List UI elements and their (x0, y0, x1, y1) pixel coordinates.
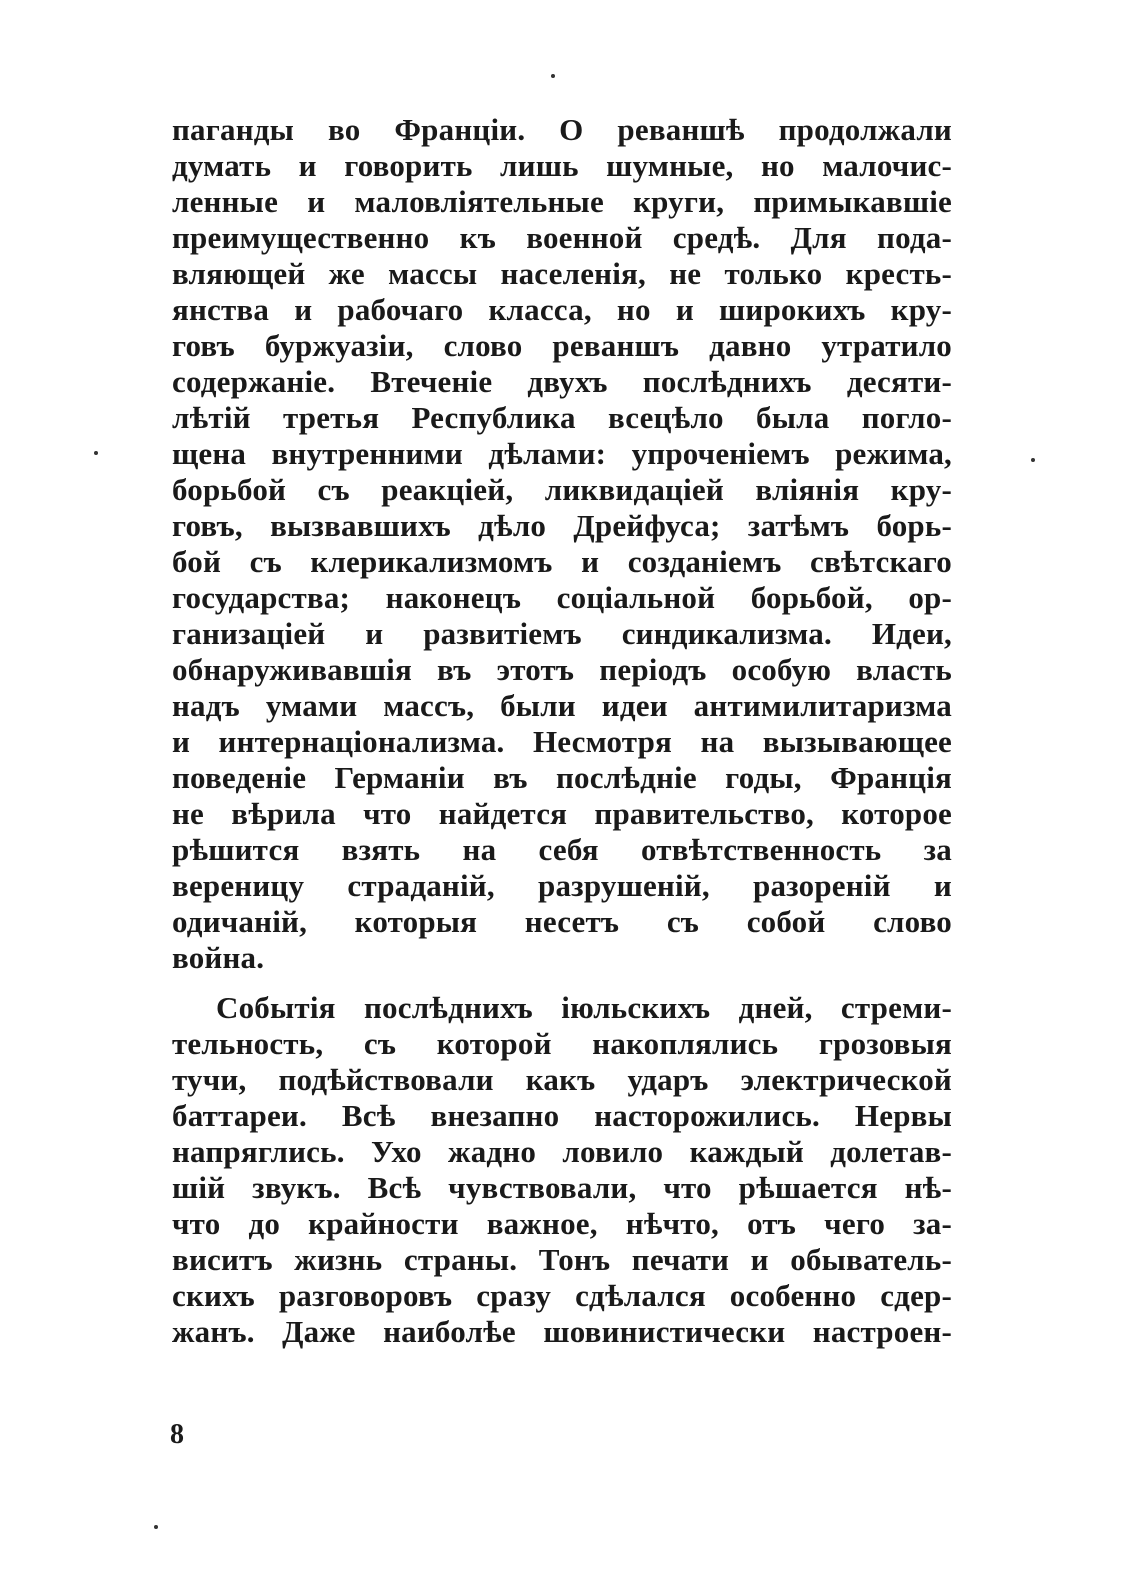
text-line: рѣшится взять на себя отвѣтственность за (172, 832, 952, 867)
text-line: ленные и маловліятельные круги, примыкавшіе (172, 184, 952, 219)
text-line: ганизаціей и развитіемъ синдикализма. Идеи, (172, 616, 952, 651)
page-number: 8 (170, 1419, 184, 1450)
text-line: виситъ жизнь страны. Тонъ печати и обыватель- (172, 1242, 952, 1277)
text-line: государства; наконецъ соціальной борьбой, ор- (172, 580, 952, 615)
text-line: обнаруживавшія въ этотъ періодъ особую власть (172, 652, 952, 687)
text-line: шій звукъ. Всѣ чувствовали, что рѣшается нѣ- (172, 1170, 952, 1205)
text-line: думать и говорить лишь шумные, но малочис- (172, 148, 952, 183)
body-text (172, 112, 952, 1350)
text-line: напряглись. Ухо жадно ловило каждый долетав- (172, 1134, 952, 1169)
text-line: что до крайности важное, нѣчто, отъ чего за- (172, 1206, 952, 1241)
text-line: тучи, подѣйствовали какъ ударъ электрической (172, 1062, 952, 1097)
print-speck (1031, 458, 1035, 462)
text-line: лѣтій третья Республика всецѣло была погло- (172, 400, 952, 435)
text-line: говъ буржуазіи, слово реваншъ давно утратило (172, 328, 952, 363)
text-line: содержаніе. Втеченіе двухъ послѣднихъ десяти- (172, 364, 952, 399)
text-line: щена внутренними дѣлами: упроченіемъ режима, (172, 436, 952, 471)
text-line: жанъ. Даже наиболѣе шовинистически настроен- (172, 1314, 952, 1349)
text-line: бой съ клерикализмомъ и созданіемъ свѣтскаго (172, 544, 952, 579)
text-line: не вѣрила что найдется правительство, которое (172, 796, 952, 831)
text-line: одичаній, которыя несетъ съ собой слово (172, 904, 952, 939)
paragraph-gap (172, 976, 952, 990)
print-speck (551, 74, 555, 78)
text-line: вляющей же массы населенія, не только кресть- (172, 256, 952, 291)
text-line: паганды во Франціи. О реваншѣ продолжали (172, 112, 952, 147)
text-line: преимущественно къ военной средѣ. Для пода- (172, 220, 952, 255)
text-line: и интернаціонализма. Несмотря на вызывающее (172, 724, 952, 759)
print-speck (94, 451, 98, 455)
text-line: баттареи. Всѣ внезапно насторожились. Нервы (172, 1098, 952, 1133)
text-line: тельность, съ которой накоплялись грозовыя (172, 1026, 952, 1061)
text-line: борьбой съ реакціей, ликвидаціей вліянія кру- (172, 472, 952, 507)
text-line: поведеніе Германіи въ послѣдніе годы, Франція (172, 760, 952, 795)
text-line: янства и рабочаго класса, но и широкихъ кру- (172, 292, 952, 327)
text-line: война. (172, 940, 265, 975)
text-line: надъ умами массъ, были идеи антимилитаризма (172, 688, 952, 723)
text-line: вереницу страданій, разрушеній, разореній и (172, 868, 952, 903)
print-speck (154, 1525, 158, 1529)
text-line: скихъ разговоровъ сразу сдѣлался особенно сдер- (172, 1278, 952, 1313)
text-line: Событія послѣднихъ іюльскихъ дней, стреми- (216, 990, 952, 1025)
text-line: говъ, вызвавшихъ дѣло Дрейфуса; затѣмъ борь- (172, 508, 952, 543)
